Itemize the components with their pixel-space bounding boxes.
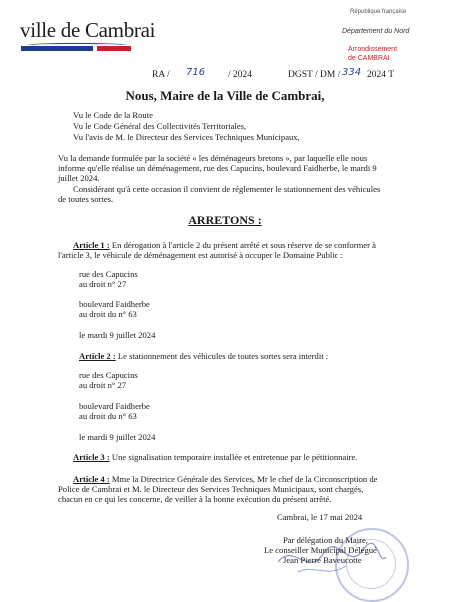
place-street: boulevard Faidherbe <box>79 401 150 411</box>
demande-line: informe qu'elle réalise un déménagement, rue des Capucins, boulevard Faidherbe, le mardi 9 <box>58 163 377 173</box>
dgst-number: 334 <box>342 67 362 78</box>
article-2-label: Article 2 : <box>79 351 116 361</box>
page-title: Nous, Maire de la Ville de Cambrai, <box>125 88 325 103</box>
article-1-label: Article 1 : <box>73 240 110 250</box>
article-1-date: le mardi 9 juillet 2024 <box>79 330 156 340</box>
place-number: au droit n° 27 <box>79 380 127 390</box>
place-number: au droit du n° 63 <box>79 309 137 319</box>
ra-label: RA / <box>152 70 170 80</box>
arretons-heading: ARRETONS : <box>188 213 262 227</box>
dgst-label: DGST / DM / <box>288 70 341 80</box>
article-3-label: Article 3 : <box>73 452 110 462</box>
signature-line: Par délégation du Maire, <box>283 535 368 545</box>
article-4-line: Police de Cambrai et M. le Directeur des Services Techniques Municipaux, sont chargés, <box>58 484 364 494</box>
considerant-line: de toutes sortes. <box>58 194 114 204</box>
demande-line: Vu la demande formulée par la société « les déménageurs bretons », par laquelle elle nous <box>58 153 368 163</box>
place-street: rue des Capucins <box>79 370 138 380</box>
city-logo-stripe <box>21 43 131 54</box>
vu-line: Vu le Code Général des Collectivités Territoriales, <box>73 121 247 131</box>
vu-line: Vu l'avis de M. le Directeur des Services Techniques Municipaux, <box>73 132 300 142</box>
place-street: rue des Capucins <box>79 269 138 279</box>
place-street: boulevard Faidherbe <box>79 299 150 309</box>
considerant-line: Considérant qu'à cette occasion il convient de réglementer le stationnement des véhicules <box>73 184 381 194</box>
demande-line: juillet 2024. <box>58 173 100 183</box>
article-3: Article 3 : Une signalisation temporaire installée et entretenue par le pétitionnaire. <box>73 452 358 462</box>
article-4-line: chacun en ce qui les concerne, de veiller à la bonne exécution du présent arrêté. <box>58 494 332 504</box>
article-1: Article 1 : En dérogation à l'article 2 du présent arrêté et sous réserve de se conformer à <box>73 240 376 250</box>
arrondissement-label: Arrondissement de CAMBRAI <box>348 46 398 62</box>
article-2-date: le mardi 9 juillet 2024 <box>79 432 156 442</box>
signature-name: Jean Pierre Baveucotte <box>283 555 362 565</box>
republic-label: République française <box>350 9 407 15</box>
article-4: Article 4 : Mme la Directrice Générale des Services, Mr le chef de la Circonscription de <box>73 474 378 484</box>
article-2: Article 2 : Le stationnement des véhicules de toutes sortes sera interdit : <box>79 351 329 361</box>
signature-line: Le conseiller Municipal Délégué <box>264 545 377 555</box>
ra-year: / 2024 <box>228 70 253 80</box>
place-number: au droit n° 27 <box>79 279 127 289</box>
dgst-year: 2024 T <box>367 70 395 80</box>
department-label: Département du Nord <box>342 28 410 35</box>
vu-line: Vu le Code de la Route <box>73 110 153 120</box>
article-1-line: l'article 3, le véhicule de déménagement est autorisé à occuper le Domaine Public : <box>58 250 344 260</box>
ra-number: 716 <box>186 67 206 78</box>
article-4-label: Article 4 : <box>73 474 110 484</box>
city-logo-text: ville de Cambrai <box>20 18 156 42</box>
place-number: au droit du n° 63 <box>79 411 137 421</box>
signature-place-date: Cambrai, le 17 mai 2024 <box>277 512 363 522</box>
